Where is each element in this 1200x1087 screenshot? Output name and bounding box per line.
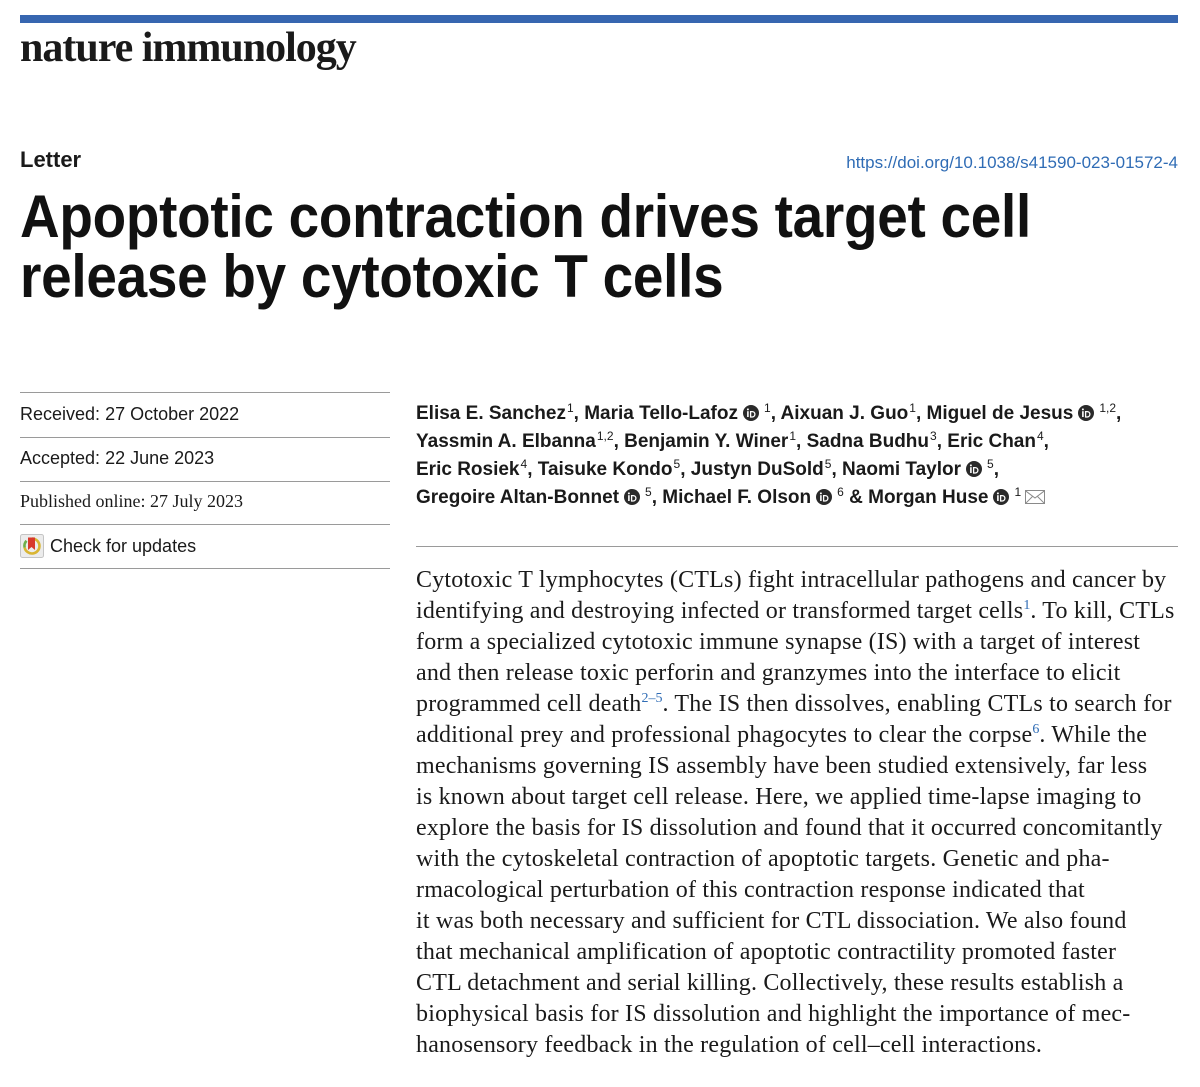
- accepted-date: [20, 448, 214, 468]
- abstract-text: hanosensory feedback in the regulation of cell–cell interactions.: [416, 1032, 1043, 1058]
- author-separator: ,: [993, 459, 999, 480]
- abstract-line: [416, 751, 1175, 782]
- abstract-line: [416, 782, 1175, 813]
- affiliation-marker: 4: [1036, 429, 1044, 443]
- abstract-text: . To kill, CTLs: [1030, 598, 1175, 624]
- affiliation-marker: 1,2: [596, 429, 614, 443]
- check-for-updates-label: Check for updates: [50, 535, 197, 556]
- abstract-text: additional prey and professional phagocytes to clear the corpse: [416, 722, 1033, 748]
- author-name: Aixuan J. Guo: [780, 403, 909, 424]
- article-title: [20, 183, 1031, 310]
- author-separator: ,: [831, 459, 843, 480]
- abstract-text: explore the basis for IS dissolution and found that it occurred concomitantly: [416, 815, 1163, 841]
- author-name: Yassmin A. Elbanna: [416, 431, 596, 452]
- abstract-line: [416, 999, 1175, 1030]
- abstract-line: [416, 968, 1175, 999]
- abstract-text: it was both necessary and sufficient for CTL dissociation. We also found: [416, 908, 1127, 934]
- author-name: Morgan Huse: [868, 487, 989, 508]
- history-divider: [20, 524, 390, 525]
- orcid-icon[interactable]: [816, 489, 832, 505]
- abstract: [416, 565, 1175, 1061]
- abstract-line: [416, 720, 1175, 751]
- orcid-icon[interactable]: [993, 489, 1009, 505]
- author-separator: ,: [527, 459, 538, 480]
- doi-link[interactable]: https://doi.org/10.1038/s41590-023-01572-4: [846, 153, 1178, 172]
- abstract-text: is known about target cell release. Here, we applied time-lapse imaging to: [416, 784, 1142, 810]
- orcid-icon[interactable]: [743, 405, 759, 421]
- abstract-divider: [416, 546, 1178, 547]
- citation-ref[interactable]: 2–5: [641, 691, 663, 706]
- abstract-text: form a specialized cytotoxic immune synapse (IS) with a target of interest: [416, 629, 1141, 655]
- published-value: 27 July 2023: [150, 491, 244, 511]
- article-type: Letter: [20, 147, 82, 172]
- accepted-value: 22 June 2023: [105, 448, 215, 468]
- orcid-icon[interactable]: [624, 489, 640, 505]
- author-name: Naomi Taylor: [842, 459, 962, 480]
- author-separator: ,: [915, 403, 927, 424]
- author-line: [416, 456, 1121, 484]
- crossmark-icon: [20, 534, 44, 558]
- author-name: Eric Chan: [947, 431, 1036, 452]
- abstract-line: [416, 937, 1175, 968]
- author-name: Taisuke Kondo: [537, 459, 673, 480]
- history-divider: [20, 437, 390, 438]
- author-name: Miguel de Jesus: [926, 403, 1074, 424]
- abstract-text: with the cytoskeletal contraction of apoptotic targets. Genetic and pha-: [416, 846, 1110, 872]
- affiliation-marker: 5: [645, 485, 652, 499]
- affiliation-marker: 5: [824, 457, 832, 471]
- author-line: [416, 484, 1121, 512]
- received-label: Received:: [20, 404, 101, 424]
- abstract-text: . While the: [1039, 722, 1148, 748]
- abstract-line: [416, 596, 1175, 627]
- abstract-line: [416, 565, 1175, 596]
- abstract-text: mechanisms governing IS assembly have been studied extensively, far less: [416, 753, 1148, 779]
- abstract-line: [416, 875, 1175, 906]
- citation-ref[interactable]: 1: [1023, 598, 1031, 613]
- accepted-label: Accepted:: [20, 448, 101, 468]
- published-label: Published online:: [20, 491, 146, 511]
- published-date: [20, 491, 243, 511]
- affiliation-marker: 1: [764, 401, 771, 415]
- abstract-text: and then release toxic perforin and granzymes into the interface to elicit: [416, 660, 1121, 686]
- title-line: Apoptotic contraction drives target cell: [20, 183, 1031, 250]
- affiliation-marker: 4: [520, 457, 528, 471]
- received-value: 27 October 2022: [105, 404, 240, 424]
- author-separator: ,: [1116, 403, 1122, 424]
- author-separator: ,: [651, 487, 663, 508]
- abstract-text: that mechanical amplification of apoptotic contractility promoted faster: [416, 939, 1117, 965]
- affiliation-marker: 1,2: [1099, 401, 1117, 415]
- abstract-line: [416, 1030, 1175, 1061]
- abstract-text: CTL detachment and serial killing. Collectively, these results establish a: [416, 970, 1124, 996]
- title-line: release by cytotoxic T cells: [20, 243, 724, 310]
- author-line: [416, 400, 1121, 428]
- author-separator: ,: [770, 403, 781, 424]
- author-separator: ,: [680, 459, 691, 480]
- history-divider: [20, 481, 390, 482]
- received-date: [20, 404, 239, 424]
- envelope-icon[interactable]: [1025, 490, 1045, 504]
- abstract-line: [416, 844, 1175, 875]
- history-divider: [20, 392, 390, 393]
- affiliation-marker: 3: [930, 429, 937, 443]
- abstract-line: [416, 627, 1175, 658]
- orcid-icon[interactable]: [966, 461, 982, 477]
- author-separator: &: [843, 487, 869, 508]
- abstract-line: [416, 813, 1175, 844]
- author-name: Gregoire Altan-Bonnet: [416, 487, 620, 508]
- abstract-line: [416, 906, 1175, 937]
- journal-logo: nature immunology: [20, 25, 356, 71]
- abstract-text: identifying and destroying infected or transformed target cells: [416, 598, 1024, 624]
- author-name: Maria Tello-Lafoz: [584, 403, 738, 424]
- author-line: [416, 428, 1121, 456]
- author-name: Michael F. Olson: [662, 487, 812, 508]
- abstract-line: [416, 689, 1175, 720]
- author-name: Sadna Budhu: [806, 431, 930, 452]
- abstract-line: [416, 658, 1175, 689]
- author-separator: ,: [573, 403, 585, 424]
- author-name: Eric Rosiek: [416, 459, 520, 480]
- author-name: Justyn DuSold: [690, 459, 824, 480]
- affiliation-marker: 1: [909, 401, 916, 415]
- affiliation-marker: 1: [1014, 485, 1022, 499]
- journal-accent-bar: [20, 15, 1178, 23]
- author-list: [416, 400, 1121, 512]
- affiliation-marker: 5: [987, 457, 994, 471]
- author-name: Benjamin Y. Winer: [624, 431, 789, 452]
- author-separator: ,: [613, 431, 625, 452]
- check-for-updates-button[interactable]: [20, 533, 196, 559]
- orcid-icon[interactable]: [1078, 405, 1094, 421]
- abstract-text: Cytotoxic T lymphocytes (CTLs) fight intracellular pathogens and cancer by: [416, 567, 1167, 593]
- affiliation-marker: 5: [673, 457, 681, 471]
- abstract-text: programmed cell death: [416, 691, 642, 717]
- author-separator: ,: [1043, 431, 1049, 452]
- abstract-text: . The IS then dissolves, enabling CTLs to search for: [662, 691, 1172, 717]
- author-name: Elisa E. Sanchez: [416, 403, 566, 424]
- author-separator: ,: [936, 431, 948, 452]
- affiliation-marker: 6: [837, 485, 844, 499]
- author-separator: ,: [796, 431, 807, 452]
- abstract-text: biophysical basis for IS dissolution and highlight the importance of mec-: [416, 1001, 1131, 1027]
- affiliation-marker: 1: [789, 429, 797, 443]
- history-divider: [20, 568, 390, 569]
- abstract-text: rmacological perturbation of this contraction response indicated that: [416, 877, 1085, 903]
- citation-ref[interactable]: 6: [1032, 722, 1040, 737]
- affiliation-marker: 1: [566, 401, 574, 415]
